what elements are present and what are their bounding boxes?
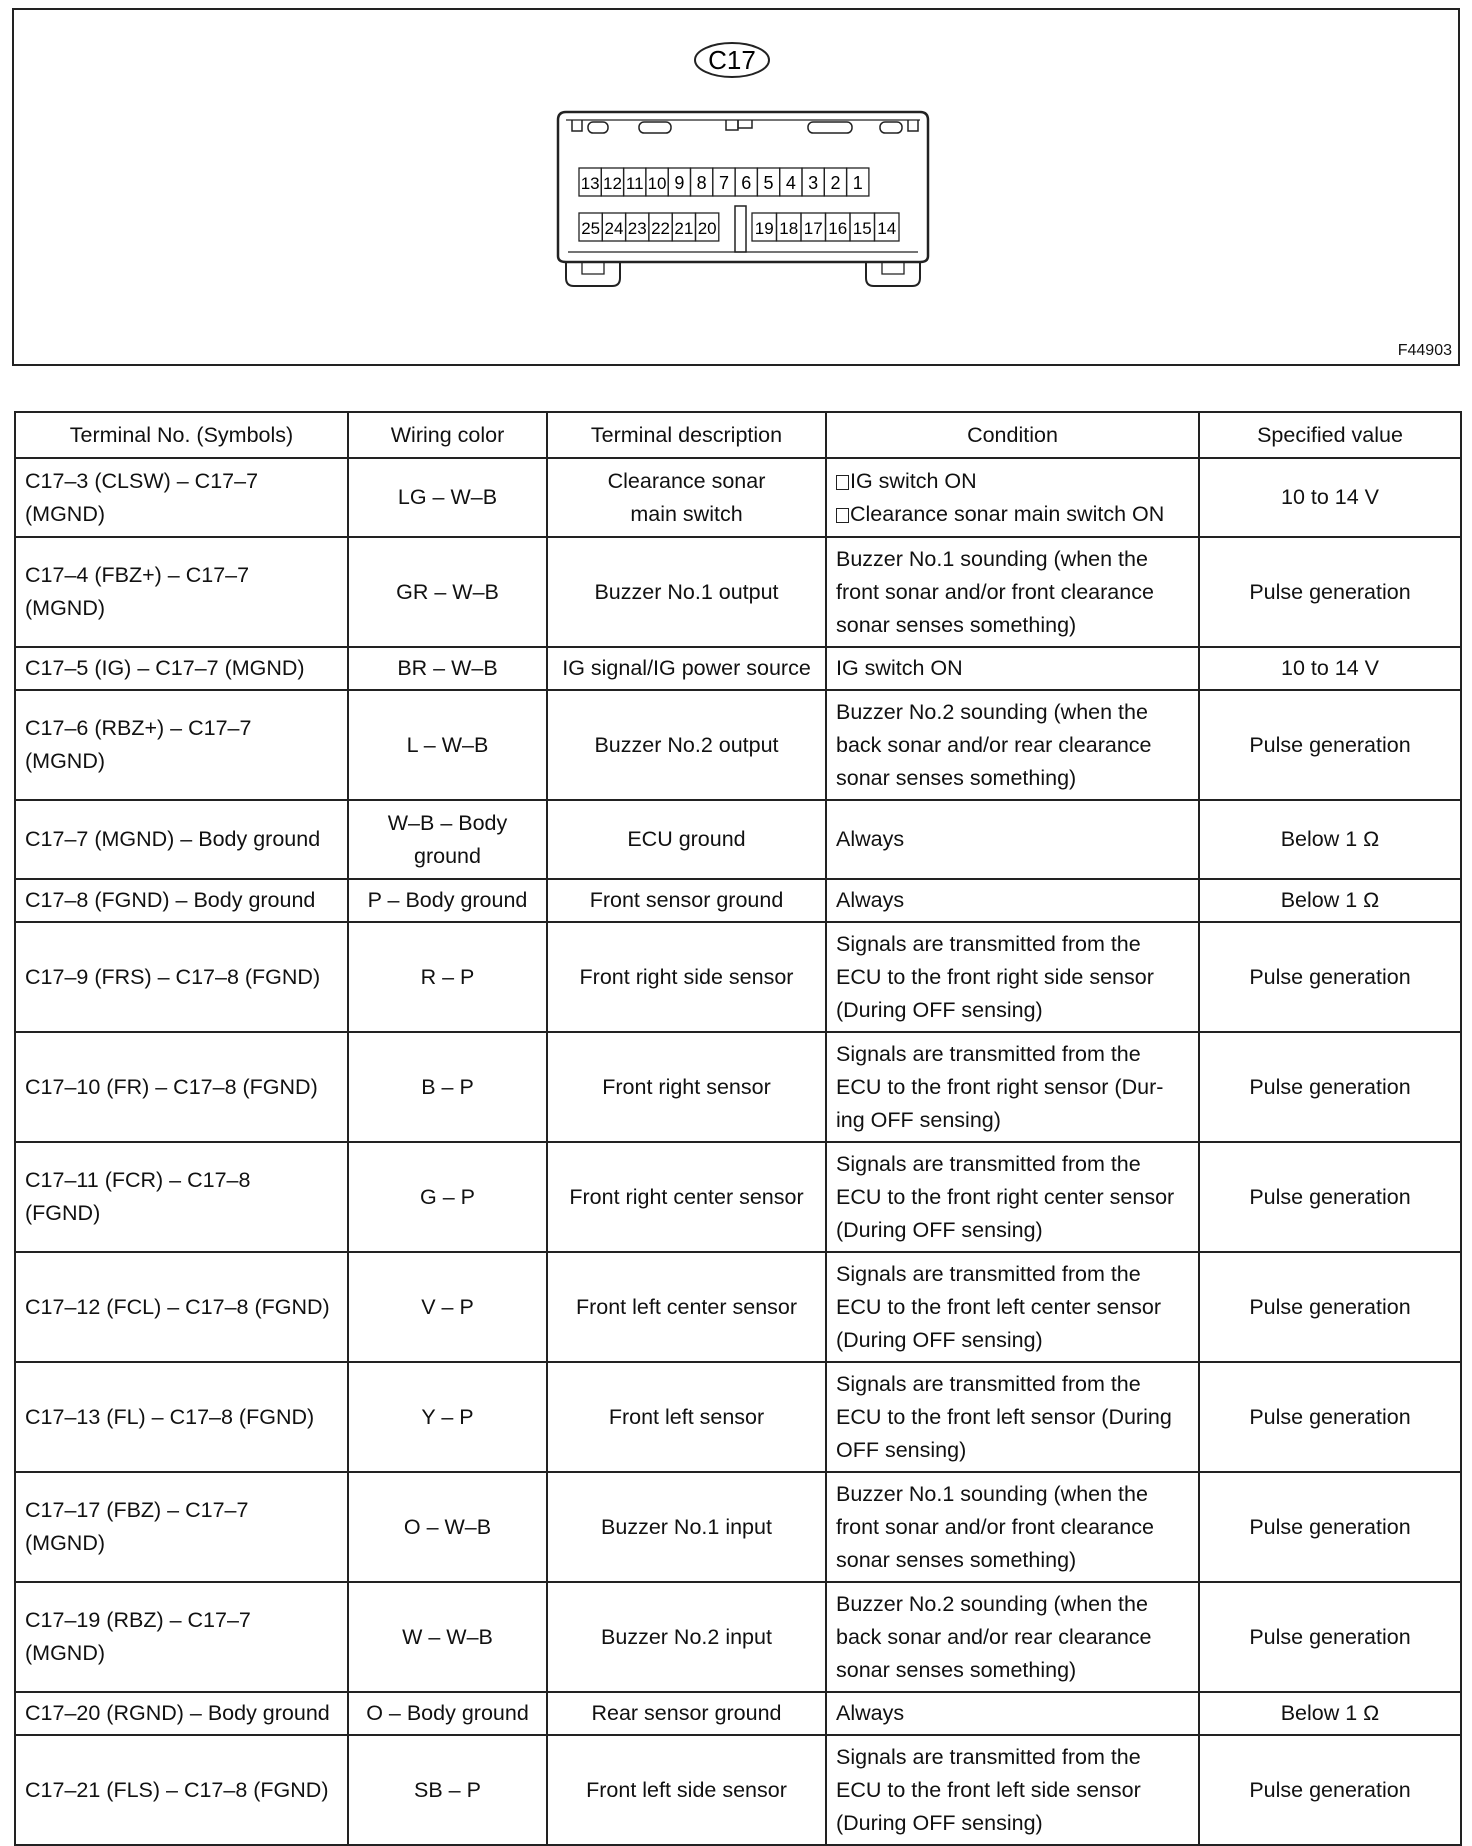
- pin-number-11: 11: [625, 174, 644, 193]
- table-header-row: [15, 412, 1461, 458]
- table-row: [15, 922, 1461, 1032]
- checkbox-square-icon: [836, 475, 849, 490]
- cell-specified-value: Pulse generation: [1199, 537, 1461, 647]
- cell-wiring-color: R – P: [348, 922, 547, 1032]
- pin-row-bottom-left: [579, 213, 719, 241]
- cell-condition: Signals are transmitted from the ECU to the front left sensor (During OFF sensing): [826, 1362, 1199, 1472]
- pin-number-5: 5: [763, 173, 774, 193]
- pin-number-1: 1: [852, 173, 863, 193]
- cell-condition: Signals are transmitted from the ECU to the front left center sensor (During OFF sensing): [826, 1252, 1199, 1362]
- cell-wiring-color: Y – P: [348, 1362, 547, 1472]
- cell-wiring-color: GR – W–B: [348, 537, 547, 647]
- table-row: [15, 458, 1461, 537]
- table-row: [15, 1582, 1461, 1692]
- cell-wiring-color: O – Body ground: [348, 1692, 547, 1735]
- condition-text: IG switch ON: [850, 468, 977, 493]
- cell-terminal: C17–19 (RBZ) – C17–7 (MGND): [15, 1582, 348, 1692]
- pin-number-15: 15: [852, 219, 872, 238]
- cell-specified-value: Pulse generation: [1199, 690, 1461, 800]
- table-row: [15, 1032, 1461, 1142]
- cell-terminal: C17–11 (FCR) – C17–8 (FGND): [15, 1142, 348, 1252]
- cell-condition: IG switch ON: [826, 647, 1199, 690]
- cell-description: Front left center sensor: [547, 1252, 826, 1362]
- cell-terminal: C17–7 (MGND) – Body ground: [15, 800, 348, 879]
- cell-terminal: C17–3 (CLSW) – C17–7 (MGND): [15, 458, 348, 537]
- cell-wiring-color: L – W–B: [348, 690, 547, 800]
- cell-description: Buzzer No.2 output: [547, 690, 826, 800]
- cell-description: Buzzer No.1 output: [547, 537, 826, 647]
- cell-specified-value: 10 to 14 V: [1199, 458, 1461, 537]
- table-row: [15, 879, 1461, 922]
- cell-description: Buzzer No.2 input: [547, 1582, 826, 1692]
- figure-code: F44903: [1397, 342, 1452, 359]
- header-condition: Condition: [826, 412, 1199, 458]
- cell-description: IG signal/IG power source: [547, 647, 826, 690]
- checkbox-square-icon: [836, 508, 849, 523]
- cell-description: Front right sensor: [547, 1032, 826, 1142]
- pin-number-24: 24: [604, 219, 624, 238]
- pin-row-bottom-right: [752, 213, 899, 241]
- cell-condition: Buzzer No.1 sounding (when the front sonar and/or front clearance sonar senses something): [826, 537, 1199, 647]
- cell-wiring-color: P – Body ground: [348, 879, 547, 922]
- cell-wiring-color: B – P: [348, 1032, 547, 1142]
- connector-drawing: [14, 10, 1458, 364]
- pin-number-9: 9: [674, 173, 685, 193]
- pin-number-23: 23: [627, 219, 647, 238]
- cell-terminal: C17–13 (FL) – C17–8 (FGND): [15, 1362, 348, 1472]
- cell-condition: Signals are transmitted from the ECU to the front right side sensor (During OFF sensing): [826, 922, 1199, 1032]
- pin-number-3: 3: [808, 173, 819, 193]
- pin-row-top: [579, 168, 869, 196]
- condition-line: [836, 465, 1189, 498]
- table-row: [15, 1252, 1461, 1362]
- cell-condition: Always: [826, 879, 1199, 922]
- cell-terminal: C17–5 (IG) – C17–7 (MGND): [15, 647, 348, 690]
- table-row: [15, 647, 1461, 690]
- cell-terminal: C17–17 (FBZ) – C17–7 (MGND): [15, 1472, 348, 1582]
- cell-wiring-color: G – P: [348, 1142, 547, 1252]
- cell-wiring-color: W – W–B: [348, 1582, 547, 1692]
- cell-terminal: C17–8 (FGND) – Body ground: [15, 879, 348, 922]
- pin-number-6: 6: [741, 173, 752, 193]
- pin-number-19: 19: [754, 219, 774, 238]
- table-row: [15, 1142, 1461, 1252]
- cell-specified-value: Pulse generation: [1199, 1142, 1461, 1252]
- cell-terminal: C17–21 (FLS) – C17–8 (FGND): [15, 1735, 348, 1845]
- cell-specified-value: Pulse generation: [1199, 1472, 1461, 1582]
- table-row: [15, 1472, 1461, 1582]
- pin-number-7: 7: [718, 173, 729, 193]
- cell-condition: Always: [826, 800, 1199, 879]
- cell-description: Front sensor ground: [547, 879, 826, 922]
- cell-specified-value: 10 to 14 V: [1199, 647, 1461, 690]
- cell-description: Front right side sensor: [547, 922, 826, 1032]
- table-row: [15, 800, 1461, 879]
- pin-number-16: 16: [828, 219, 848, 238]
- cell-specified-value: Pulse generation: [1199, 1735, 1461, 1845]
- cell-description: Clearance sonar main switch: [547, 458, 826, 537]
- cell-condition: Signals are transmitted from the ECU to the front right center sensor (During OFF sensing): [826, 1142, 1199, 1252]
- cell-condition: Signals are transmitted from the ECU to the front right sensor (Dur- ing OFF sensing): [826, 1032, 1199, 1142]
- cell-condition: Buzzer No.1 sounding (when the front sonar and/or front clearance sonar senses something): [826, 1472, 1199, 1582]
- pin-number-14: 14: [877, 219, 897, 238]
- cell-condition: Buzzer No.2 sounding (when the back sonar and/or rear clearance sonar senses something): [826, 690, 1199, 800]
- cell-terminal: C17–10 (FR) – C17–8 (FGND): [15, 1032, 348, 1142]
- cell-specified-value: Pulse generation: [1199, 1252, 1461, 1362]
- terminal-spec-table: [14, 411, 1462, 1846]
- connector-diagram-frame: [12, 8, 1460, 366]
- cell-terminal: C17–9 (FRS) – C17–8 (FGND): [15, 922, 348, 1032]
- cell-description: Rear sensor ground: [547, 1692, 826, 1735]
- pin-number-12: 12: [602, 174, 622, 193]
- cell-description: Buzzer No.1 input: [547, 1472, 826, 1582]
- header-terminal: Terminal No. (Symbols): [15, 412, 348, 458]
- cell-description: ECU ground: [547, 800, 826, 879]
- header-specified-value: Specified value: [1199, 412, 1461, 458]
- cell-terminal: C17–4 (FBZ+) – C17–7 (MGND): [15, 537, 348, 647]
- condition-line: [836, 498, 1189, 531]
- cell-specified-value: Below 1 Ω: [1199, 1692, 1461, 1735]
- cell-wiring-color: LG – W–B: [348, 458, 547, 537]
- pin-number-18: 18: [779, 219, 799, 238]
- table-row: [15, 1692, 1461, 1735]
- cell-wiring-color: BR – W–B: [348, 647, 547, 690]
- cell-description: Front right center sensor: [547, 1142, 826, 1252]
- pin-number-8: 8: [696, 173, 707, 193]
- cell-wiring-color: SB – P: [348, 1735, 547, 1845]
- pin-number-10: 10: [647, 174, 667, 193]
- table-row: [15, 690, 1461, 800]
- cell-specified-value: Pulse generation: [1199, 1032, 1461, 1142]
- cell-wiring-color: V – P: [348, 1252, 547, 1362]
- cell-specified-value: Below 1 Ω: [1199, 800, 1461, 879]
- pin-number-20: 20: [697, 219, 717, 238]
- table-row: [15, 537, 1461, 647]
- pin-number-25: 25: [581, 219, 601, 238]
- pin-number-21: 21: [674, 219, 694, 238]
- cell-wiring-color: W–B – Body ground: [348, 800, 547, 879]
- pin-number-17: 17: [803, 219, 823, 238]
- cell-condition: Signals are transmitted from the ECU to the front left side sensor (During OFF sensing): [826, 1735, 1199, 1845]
- pin-number-4: 4: [785, 173, 796, 193]
- table-row: [15, 1735, 1461, 1845]
- cell-condition: Buzzer No.2 sounding (when the back sonar and/or rear clearance sonar senses something): [826, 1582, 1199, 1692]
- cell-specified-value: Pulse generation: [1199, 1362, 1461, 1472]
- cell-specified-value: Pulse generation: [1199, 1582, 1461, 1692]
- cell-description: Front left side sensor: [547, 1735, 826, 1845]
- connector-label: C17: [708, 45, 756, 75]
- cell-condition: [826, 458, 1199, 537]
- condition-text: Clearance sonar main switch ON: [850, 501, 1165, 526]
- header-wiring-color: Wiring color: [348, 412, 547, 458]
- cell-specified-value: Below 1 Ω: [1199, 879, 1461, 922]
- cell-description: Front left sensor: [547, 1362, 826, 1472]
- pin-number-22: 22: [651, 219, 671, 238]
- cell-terminal: C17–20 (RGND) – Body ground: [15, 1692, 348, 1735]
- header-description: Terminal description: [547, 412, 826, 458]
- pin-number-2: 2: [830, 173, 841, 193]
- cell-condition: Always: [826, 1692, 1199, 1735]
- cell-wiring-color: O – W–B: [348, 1472, 547, 1582]
- table-row: [15, 1362, 1461, 1472]
- cell-specified-value: Pulse generation: [1199, 922, 1461, 1032]
- cell-terminal: C17–6 (RBZ+) – C17–7 (MGND): [15, 690, 348, 800]
- pin-number-13: 13: [580, 174, 600, 193]
- cell-terminal: C17–12 (FCL) – C17–8 (FGND): [15, 1252, 348, 1362]
